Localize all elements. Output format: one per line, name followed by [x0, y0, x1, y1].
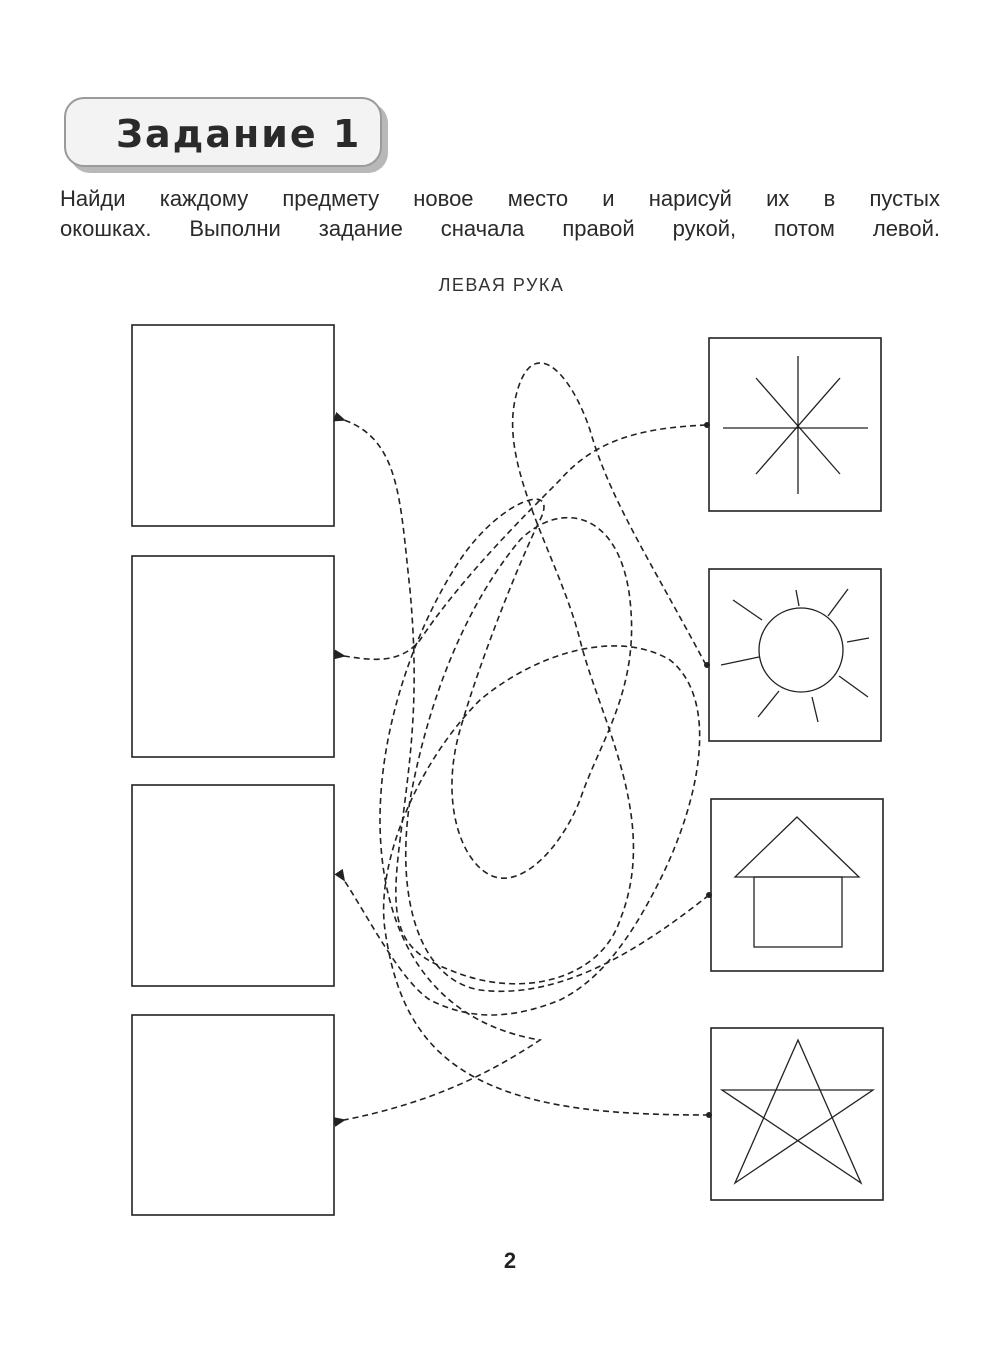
- picture-box-star: [711, 1028, 883, 1200]
- connector-path-sun: [344, 363, 706, 984]
- start-dot-sun: [704, 662, 710, 668]
- picture-box-snowflake: [709, 338, 881, 511]
- picture-box-sun: [709, 569, 881, 741]
- picture-box-house: [711, 799, 883, 971]
- start-dot-star: [706, 1112, 712, 1118]
- sun-icon: [721, 589, 869, 722]
- connector-path-star: [344, 646, 709, 1115]
- star-icon: [722, 1040, 873, 1183]
- empty-box-1[interactable]: [132, 325, 334, 526]
- empty-box-3[interactable]: [132, 785, 334, 986]
- empty-box-2[interactable]: [132, 556, 334, 757]
- house-icon: [735, 817, 859, 947]
- subtitle: ЛЕВАЯ РУКА: [438, 275, 565, 295]
- start-dot-house: [706, 892, 712, 898]
- page-number: 2: [503, 1248, 517, 1273]
- connector-path-house: [344, 499, 709, 1120]
- task-title: Задание 1: [116, 112, 362, 156]
- empty-box-4[interactable]: [132, 1015, 334, 1215]
- start-dot-snowflake: [704, 422, 710, 428]
- snowflake-icon: [723, 356, 868, 494]
- instruction-line-2: окошках. Выполни задание сначала правой рукой, потом левой.: [60, 216, 940, 241]
- instruction-line-1: Найди каждому предмету новое место и нарисуй их в пустых: [60, 186, 940, 211]
- connector-path-snowflake: [344, 425, 706, 659]
